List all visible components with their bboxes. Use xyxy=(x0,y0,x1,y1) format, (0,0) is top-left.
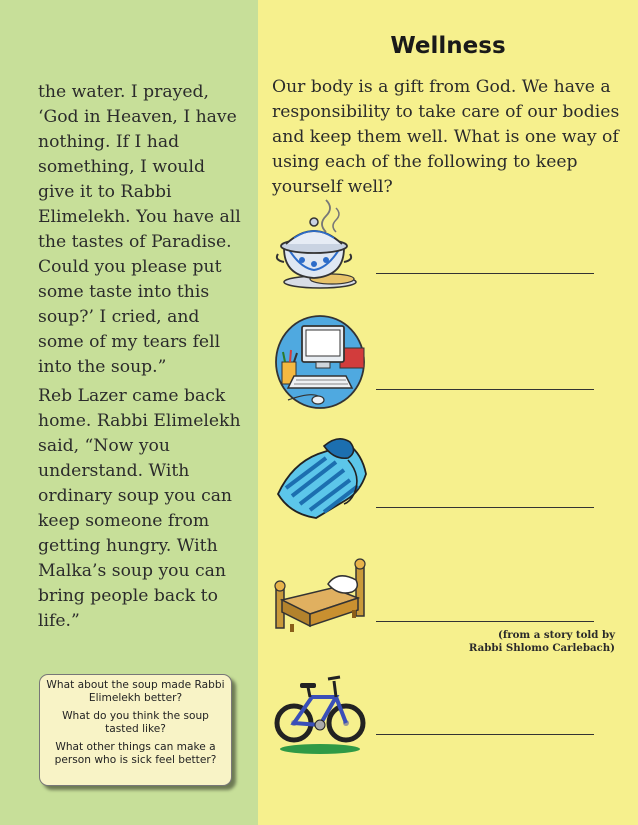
credit-line: Rabbi Shlomo Carlebach) xyxy=(468,642,615,654)
wellness-item-computer xyxy=(274,312,604,407)
answer-line[interactable] xyxy=(376,273,594,274)
wellness-item-sleep xyxy=(274,548,604,643)
answer-line[interactable] xyxy=(376,389,594,390)
story-paragraph: the water. I prayed, ‘God in Heaven, I have nothing. If I had something, I would give it to Rabbi Elimelekh. You have all the tastes of Paradise. Could you please put some taste into this soup?’ I cried, and some of my tears fell into the soup.” xyxy=(38,82,241,377)
question-item: What do you think the soup tasted like? xyxy=(62,710,209,735)
answer-line[interactable] xyxy=(376,507,594,508)
wellness-item-clothing xyxy=(274,430,604,525)
answer-line[interactable] xyxy=(376,621,594,622)
story-text xyxy=(38,80,243,634)
computer-icon xyxy=(274,312,370,410)
intro-text: Our body is a gift from God. We have a responsibility to take care of our bodies and keep them well. What is one way of using each of the following to keep yourself well? xyxy=(272,77,620,197)
sweater-icon xyxy=(274,430,370,520)
question-item: What about the soup made Rabbi Elimelekh better? xyxy=(46,679,225,704)
wellness-item-exercise xyxy=(274,665,604,760)
discussion-questions-box xyxy=(39,674,232,786)
wellness-item-soup xyxy=(274,196,604,291)
bicycle-icon xyxy=(274,665,370,760)
credit-line: (from a story told by xyxy=(498,629,615,641)
story-paragraph: Reb Lazer came back home. Rabbi Elimelekh said, “Now you understand. With ordinary soup you can keep someone from getting hungry. With Malka’s soup you can bring people back to life.” xyxy=(38,386,241,631)
bed-icon xyxy=(274,548,370,638)
soup-tureen-icon xyxy=(274,196,366,291)
answer-line[interactable] xyxy=(376,734,594,735)
page-title: Wellness xyxy=(390,33,506,59)
question-item: What other things can make a person who is sick feel better? xyxy=(54,741,217,766)
